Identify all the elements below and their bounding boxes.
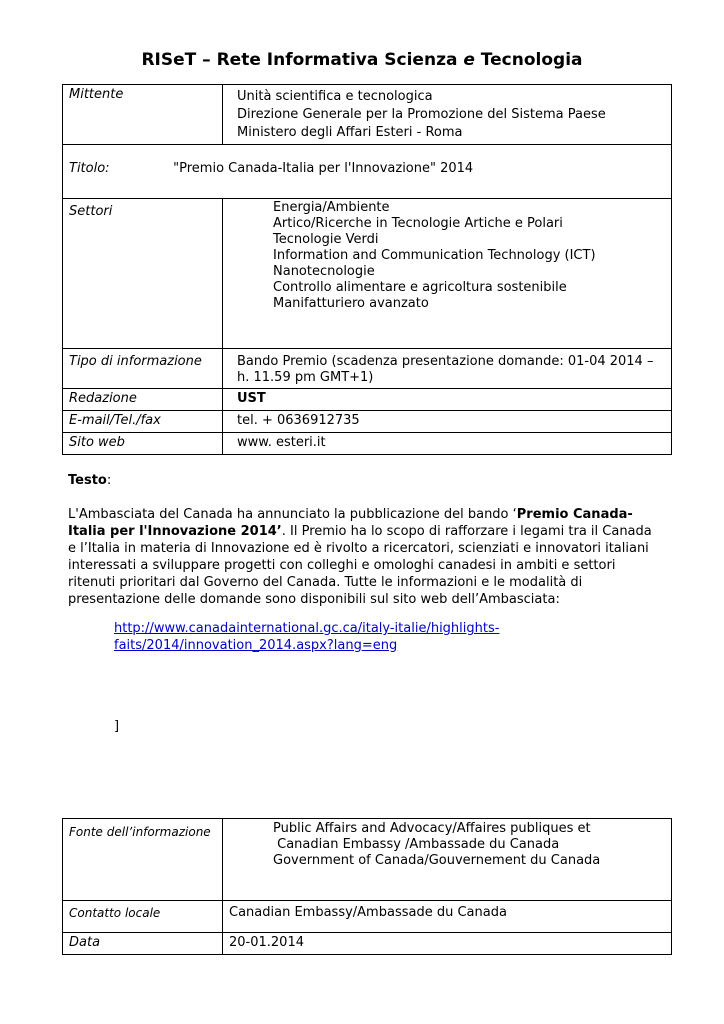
link-line: faits/2014/innovation_2014.aspx?lang=eng: [114, 638, 398, 653]
row-titolo: [63, 145, 672, 199]
mittente-value: [223, 85, 672, 145]
settori-item: Tecnologie Verdi: [273, 232, 379, 247]
settori-item: Energia/Ambiente: [273, 200, 390, 215]
titolo-cell: [63, 145, 672, 199]
settori-item: Nanotecnologie: [273, 264, 375, 279]
contact-value: tel. + 0636912735: [223, 411, 672, 433]
link-block: [114, 620, 674, 654]
row-data: [63, 933, 672, 955]
testo-colon: :: [106, 473, 112, 488]
mittente-line: Unità scientifica e tecnologica: [237, 89, 433, 104]
testo-heading: [68, 472, 658, 489]
paragraph-text: . Il Premio ha lo scopo di rafforzare i legami tra il Canada e l’Italia in materia di Innovazione ed è rivolto a ricercatori, scienziati e innovatori italiani interessati a sviluppare progetti con colleghi e omologhi canadesi in ambiti e settori ritenuti prioritari dal Governo del Canada. Tutte le informazioni e le modalità di presentazione delle domande sono disponibili sul sito web dell’Ambasciata:: [68, 524, 652, 607]
sito-label: Sito web: [63, 433, 223, 455]
contact-label: E-mail/Tel./fax: [63, 411, 223, 433]
settori-item: Controllo alimentare e agricoltura sostenibile: [273, 280, 567, 295]
settori-item: Manifatturiero avanzato: [273, 296, 429, 311]
settori-item: Information and Communication Technology (ICT): [273, 248, 596, 263]
row-contatto: [63, 901, 672, 933]
testo-label: Testo: [68, 473, 107, 488]
fonte-value: [223, 819, 672, 901]
title-part: Tecnologia: [474, 50, 583, 70]
row-contact: [63, 411, 672, 433]
sito-value: www. esteri.it: [223, 433, 672, 455]
row-tipo: [63, 349, 672, 389]
paragraph-text: L'Ambasciata del Canada ha annunciato la pubblicazione del bando ‘: [68, 507, 517, 522]
mittente-line: Ministero degli Affari Esteri - Roma: [237, 125, 463, 140]
row-fonte: [63, 819, 672, 901]
redazione-label: Redazione: [63, 389, 223, 411]
mittente-line: Direzione Generale per la Promozione del Sistema Paese: [237, 107, 606, 122]
contatto-label: Contatto locale: [63, 901, 223, 933]
title-part: e: [463, 50, 475, 70]
document-title: [0, 50, 724, 70]
settori-label: Settori: [63, 199, 223, 349]
titolo-value: "Premio Canada-Italia per l'Innovazione" 2014: [173, 161, 474, 176]
fonte-line: Canadian Embassy /Ambassade du Canada: [273, 837, 560, 852]
fonte-line: Public Affairs and Advocacy/Affaires publiques et: [273, 821, 591, 836]
row-sito: [63, 433, 672, 455]
fonte-label: Fonte dell’informazione: [63, 819, 223, 901]
contatto-value: Canadian Embassy/Ambassade du Canada: [223, 901, 672, 933]
announcement-link[interactable]: [114, 621, 499, 653]
settori-value: [223, 199, 672, 349]
redazione-value: UST: [223, 389, 672, 411]
link-line: http://www.canadainternational.gc.ca/italy-italie/highlights-: [114, 621, 500, 636]
source-table: [62, 818, 672, 955]
data-label: Data: [63, 933, 223, 955]
testo-paragraph: [68, 506, 658, 608]
settori-item: Artico/Ricerche in Tecnologie Artiche e Polari: [273, 216, 563, 231]
mittente-label: Mittente: [63, 85, 223, 145]
title-part: RISeT – Rete Informativa Scienza: [141, 50, 464, 70]
stray-bracket: ]: [114, 719, 120, 734]
titolo-label: Titolo:: [69, 161, 110, 176]
tipo-label: Tipo di informazione: [63, 349, 223, 389]
data-value: 20-01.2014: [223, 933, 672, 955]
row-settori: [63, 199, 672, 349]
info-table: [62, 84, 672, 455]
row-mittente: [63, 85, 672, 145]
fonte-line: Government of Canada/Gouvernement du Canada: [273, 853, 601, 868]
row-redazione: [63, 389, 672, 411]
tipo-value: Bando Premio (scadenza presentazione domande: 01-04 2014 – h. 11.59 pm GMT+1): [223, 349, 672, 389]
paragraph-bold: Premio Canada-Italia per l'Innovazione 2014’: [68, 507, 633, 539]
